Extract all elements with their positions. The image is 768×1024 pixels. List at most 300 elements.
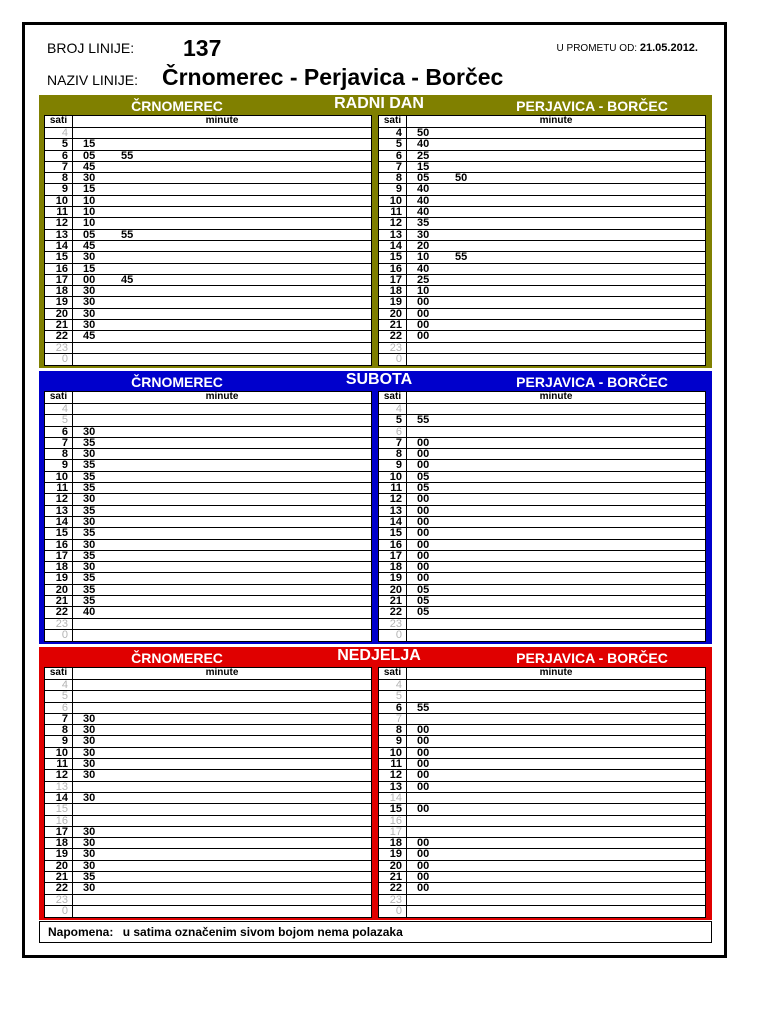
minute-cell: 30: [83, 712, 96, 725]
hour-cell: 13: [379, 506, 407, 516]
minute-cell: 40: [417, 183, 430, 196]
minute-cell: 40: [417, 138, 430, 151]
minute-cell: 30: [83, 758, 96, 771]
departures-table-right: [378, 667, 706, 918]
table-row: [379, 494, 705, 505]
minute-cell: 05: [417, 595, 430, 608]
table-row: [379, 782, 705, 793]
hour-cell: 0: [379, 630, 407, 641]
minute-cell: 10: [417, 251, 430, 264]
hour-cell: 10: [379, 196, 407, 206]
table-row: [45, 883, 371, 894]
minute-cell: 00: [417, 572, 430, 585]
hour-cell: 20: [45, 309, 73, 319]
hour-cell: 18: [45, 838, 73, 848]
minute-cell: 05: [417, 606, 430, 619]
hour-cell: 6: [45, 427, 73, 437]
footnote: [39, 921, 712, 943]
hour-cell: 22: [45, 331, 73, 341]
hour-cell: 23: [45, 619, 73, 629]
minute-cell: 00: [417, 758, 430, 771]
minutes-header: minute: [205, 667, 239, 678]
hour-cell: 15: [45, 804, 73, 814]
hour-cell: 6: [45, 151, 73, 161]
hour-cell: 12: [379, 494, 407, 504]
table-row: [45, 680, 371, 691]
minute-cell: 00: [417, 538, 430, 551]
hour-cell: 16: [379, 540, 407, 550]
hour-cell: 0: [45, 906, 73, 917]
minute-cell: 30: [83, 425, 96, 438]
hour-cell: 6: [379, 151, 407, 161]
table-row: [45, 404, 371, 415]
table-row: [45, 630, 371, 641]
table-header-row: [45, 116, 371, 128]
hour-cell: 11: [45, 759, 73, 769]
minute-cell: 55: [417, 701, 430, 714]
hours-header: sati: [379, 116, 407, 127]
table-row: [379, 816, 705, 827]
table-row: [379, 331, 705, 342]
hour-cell: 10: [45, 748, 73, 758]
section-header: [39, 371, 712, 392]
minute-cell: 05: [417, 470, 430, 483]
minute-cell: 35: [83, 436, 96, 449]
minute-cell: 00: [417, 504, 430, 517]
hour-cell: 13: [45, 782, 73, 792]
hour-cell: 22: [379, 883, 407, 893]
hour-cell: 5: [45, 691, 73, 701]
minute-cell: 10: [83, 194, 96, 207]
hour-cell: 0: [45, 630, 73, 641]
section-saturday: [39, 371, 712, 644]
table-row: [379, 906, 705, 917]
valid-from-date: 21.05.2012.: [639, 42, 698, 54]
hour-cell: 17: [45, 827, 73, 837]
line-name: Črnomerec - Perjavica - Borčec: [162, 64, 504, 90]
table-row: [379, 804, 705, 815]
hour-cell: 15: [45, 528, 73, 538]
minute-cell: 15: [83, 183, 96, 196]
hour-cell: 8: [379, 449, 407, 459]
hour-cell: 0: [379, 906, 407, 917]
minute-cell: 05: [83, 228, 96, 241]
hour-cell: 8: [379, 725, 407, 735]
hour-cell: 23: [379, 343, 407, 353]
minute-cell: 00: [417, 527, 430, 540]
minute-cell: 30: [83, 859, 96, 872]
table-row: [45, 494, 371, 505]
minute-cell: 35: [83, 482, 96, 495]
hour-cell: 16: [379, 816, 407, 826]
hour-cell: 7: [379, 714, 407, 724]
table-row: [379, 218, 705, 229]
minutes-header: minute: [205, 391, 239, 402]
hour-cell: 12: [45, 494, 73, 504]
hour-cell: 19: [379, 573, 407, 583]
hour-cell: 20: [45, 585, 73, 595]
hour-cell: 14: [379, 517, 407, 527]
departures-table-left: [44, 115, 372, 366]
minute-cell: 55: [121, 149, 134, 162]
hour-cell: 19: [45, 297, 73, 307]
hour-cell: 10: [379, 748, 407, 758]
minute-cell: 30: [83, 172, 96, 185]
hour-cell: 6: [45, 703, 73, 713]
direction-left-title: ČRNOMEREC: [131, 650, 223, 666]
hour-cell: 11: [379, 759, 407, 769]
hour-cell: 15: [45, 252, 73, 262]
minute-cell: 50: [417, 127, 430, 139]
hour-cell: 18: [379, 838, 407, 848]
hours-header: sati: [45, 116, 73, 127]
minute-cell: 35: [83, 595, 96, 608]
hour-cell: 17: [379, 551, 407, 561]
hour-cell: 11: [45, 207, 73, 217]
minute-cell: 40: [417, 262, 430, 275]
table-row: [379, 883, 705, 894]
minute-cell: 35: [417, 217, 430, 230]
hour-cell: 5: [379, 415, 407, 425]
departures-table-left: [44, 391, 372, 642]
line-number: 137: [183, 35, 222, 61]
minute-cell: 55: [121, 228, 134, 241]
table-row: [45, 619, 371, 630]
hour-cell: 9: [45, 184, 73, 194]
hour-cell: 17: [45, 551, 73, 561]
hour-cell: 5: [379, 139, 407, 149]
minute-cell: 35: [83, 871, 96, 884]
table-row: [379, 680, 705, 691]
table-row: [45, 895, 371, 906]
hour-cell: 13: [379, 782, 407, 792]
hour-cell: 0: [379, 354, 407, 365]
minute-cell: 35: [83, 549, 96, 562]
hour-cell: 4: [45, 680, 73, 690]
minute-cell: 30: [83, 825, 96, 838]
minute-cell: 15: [83, 262, 96, 275]
departures-table-left: [44, 667, 372, 918]
minute-cell: 00: [417, 561, 430, 574]
hour-cell: 14: [379, 793, 407, 803]
hours-header: sati: [45, 668, 73, 679]
hour-cell: 21: [379, 872, 407, 882]
minute-cell: 35: [83, 459, 96, 472]
minute-cell: 45: [83, 330, 96, 343]
minute-cell: 50: [455, 172, 468, 185]
minute-cell: 30: [83, 848, 96, 861]
minute-cell: 45: [83, 239, 96, 252]
minute-cell: 05: [83, 149, 96, 162]
minute-cell: 30: [83, 735, 96, 748]
hour-cell: 7: [45, 714, 73, 724]
hour-cell: 12: [45, 770, 73, 780]
hour-cell: 4: [45, 128, 73, 138]
minute-cell: 00: [417, 871, 430, 884]
hour-cell: 20: [45, 861, 73, 871]
hour-cell: 0: [45, 354, 73, 365]
table-row: [45, 691, 371, 702]
minute-cell: 00: [417, 330, 430, 343]
hour-cell: 22: [379, 607, 407, 617]
table-row: [45, 331, 371, 342]
hour-cell: 13: [45, 506, 73, 516]
table-row: [379, 528, 705, 539]
hours-header: sati: [45, 392, 73, 403]
minute-cell: 30: [83, 307, 96, 320]
minutes-header: minute: [539, 115, 573, 126]
table-header-row: [379, 668, 705, 680]
hour-cell: 12: [45, 218, 73, 228]
minute-cell: 35: [83, 527, 96, 540]
minute-cell: 00: [417, 837, 430, 850]
minute-cell: 00: [83, 273, 96, 286]
minute-cell: 45: [83, 160, 96, 173]
hour-cell: 19: [45, 849, 73, 859]
minute-cell: 15: [417, 160, 430, 173]
table-row: [379, 630, 705, 641]
table-row: [379, 691, 705, 702]
minute-cell: 30: [83, 791, 96, 804]
hour-cell: 7: [379, 162, 407, 172]
hour-cell: 23: [45, 343, 73, 353]
minute-cell: 25: [417, 273, 430, 286]
hour-cell: 21: [45, 872, 73, 882]
hour-cell: 11: [379, 483, 407, 493]
table-row: [379, 252, 705, 263]
hour-cell: 18: [45, 562, 73, 572]
direction-right-title: PERJAVICA - BORČEC: [516, 650, 668, 666]
hour-cell: 5: [45, 415, 73, 425]
table-row: [45, 528, 371, 539]
minute-cell: 00: [417, 436, 430, 449]
minute-cell: 00: [417, 319, 430, 332]
day-type-title: SUBOTA: [345, 371, 413, 388]
hour-cell: 13: [379, 230, 407, 240]
day-type-title: NEDJELJA: [337, 647, 421, 664]
minutes-header: minute: [205, 115, 239, 126]
hour-cell: 9: [379, 460, 407, 470]
table-header-row: [379, 392, 705, 404]
minute-cell: 30: [83, 837, 96, 850]
hour-cell: 13: [45, 230, 73, 240]
departures-table-right: [378, 391, 706, 642]
table-row: [45, 139, 371, 150]
hour-cell: 19: [379, 297, 407, 307]
day-type-title: RADNI DAN: [334, 95, 424, 112]
hour-cell: 5: [45, 139, 73, 149]
hour-cell: 11: [379, 207, 407, 217]
table-row: [45, 906, 371, 917]
table-row: [45, 218, 371, 229]
minute-cell: 30: [83, 724, 96, 737]
hour-cell: 16: [45, 540, 73, 550]
minute-cell: 00: [417, 848, 430, 861]
line-name-label: NAZIV LINIJE:: [47, 72, 139, 88]
timetable-sheet: [22, 22, 727, 958]
hour-cell: 18: [379, 286, 407, 296]
hour-cell: 4: [379, 680, 407, 690]
hour-cell: 22: [45, 607, 73, 617]
hour-cell: 5: [379, 691, 407, 701]
hour-cell: 21: [379, 320, 407, 330]
minute-cell: 30: [83, 296, 96, 309]
table-row: [45, 252, 371, 263]
minute-cell: 45: [121, 273, 134, 286]
hour-cell: 23: [379, 895, 407, 905]
section-header: [39, 647, 712, 668]
minute-cell: 30: [417, 228, 430, 241]
hour-cell: 23: [45, 895, 73, 905]
minute-cell: 00: [417, 780, 430, 793]
minute-cell: 30: [83, 285, 96, 298]
table-row: [45, 607, 371, 618]
hours-header: sati: [379, 668, 407, 679]
hour-cell: 6: [379, 427, 407, 437]
hour-cell: 15: [379, 528, 407, 538]
minute-cell: 05: [417, 482, 430, 495]
hour-cell: 17: [45, 275, 73, 285]
minute-cell: 30: [83, 493, 96, 506]
minute-cell: 20: [417, 239, 430, 252]
minute-cell: 55: [455, 251, 468, 264]
hour-cell: 9: [45, 460, 73, 470]
hour-cell: 18: [379, 562, 407, 572]
minute-cell: 00: [417, 882, 430, 895]
minutes-header: minute: [539, 391, 573, 402]
hour-cell: 4: [379, 404, 407, 414]
hour-cell: 14: [45, 517, 73, 527]
minute-cell: 30: [83, 448, 96, 461]
table-row: [45, 343, 371, 354]
hour-cell: 21: [379, 596, 407, 606]
hour-cell: 16: [379, 264, 407, 274]
hour-cell: 15: [379, 252, 407, 262]
minute-cell: 30: [83, 515, 96, 528]
departures-table-right: [378, 115, 706, 366]
minute-cell: 10: [83, 217, 96, 230]
minute-cell: 25: [417, 149, 430, 162]
hour-cell: 4: [379, 128, 407, 138]
hour-cell: 17: [379, 827, 407, 837]
hour-cell: 12: [379, 770, 407, 780]
hour-cell: 9: [379, 736, 407, 746]
minute-cell: 00: [417, 296, 430, 309]
hour-cell: 12: [379, 218, 407, 228]
hour-cell: 7: [379, 438, 407, 448]
table-row: [379, 770, 705, 781]
hour-cell: 19: [45, 573, 73, 583]
table-row: [379, 343, 705, 354]
hour-cell: 21: [45, 596, 73, 606]
minute-cell: 30: [83, 319, 96, 332]
hour-cell: 11: [45, 483, 73, 493]
footnote-label: Napomena:: [48, 925, 114, 939]
table-row: [45, 804, 371, 815]
minute-cell: 00: [417, 859, 430, 872]
hour-cell: 18: [45, 286, 73, 296]
minute-cell: 30: [83, 882, 96, 895]
minute-cell: 35: [83, 583, 96, 596]
minute-cell: 00: [417, 515, 430, 528]
hour-cell: 7: [45, 438, 73, 448]
table-row: [379, 895, 705, 906]
hour-cell: 14: [45, 793, 73, 803]
minutes-header: minute: [539, 667, 573, 678]
hour-cell: 20: [379, 585, 407, 595]
minute-cell: 35: [83, 572, 96, 585]
minute-cell: 00: [417, 724, 430, 737]
hour-cell: 15: [379, 804, 407, 814]
minute-cell: 35: [83, 504, 96, 517]
minute-cell: 10: [417, 285, 430, 298]
minute-cell: 00: [417, 493, 430, 506]
footnote-text: u satima označenim sivom bojom nema polazaka: [122, 925, 403, 939]
minute-cell: 40: [417, 206, 430, 219]
table-header-row: [45, 668, 371, 680]
hour-cell: 10: [379, 472, 407, 482]
hour-cell: 20: [379, 861, 407, 871]
minute-cell: 00: [417, 448, 430, 461]
hours-header: sati: [379, 392, 407, 403]
hour-cell: 7: [45, 162, 73, 172]
table-row: [45, 354, 371, 365]
hour-cell: 14: [379, 241, 407, 251]
table-row: [379, 607, 705, 618]
hour-cell: 22: [379, 331, 407, 341]
minute-cell: 30: [83, 561, 96, 574]
section-sunday: [39, 647, 712, 920]
hour-cell: 21: [45, 320, 73, 330]
table-row: [379, 619, 705, 630]
minute-cell: 40: [417, 194, 430, 207]
hour-cell: 6: [379, 703, 407, 713]
hour-cell: 20: [379, 309, 407, 319]
hour-cell: 9: [45, 736, 73, 746]
hour-cell: 4: [45, 404, 73, 414]
minute-cell: 00: [417, 803, 430, 816]
minute-cell: 35: [83, 470, 96, 483]
minute-cell: 55: [417, 414, 430, 427]
minute-cell: 00: [417, 735, 430, 748]
hour-cell: 10: [45, 472, 73, 482]
hour-cell: 8: [45, 725, 73, 735]
minute-cell: 00: [417, 769, 430, 782]
table-row: [45, 770, 371, 781]
valid-from-label: U PROMETU OD:: [556, 43, 638, 54]
table-row: [45, 415, 371, 426]
line-number-label: BROJ LINIJE:: [47, 40, 135, 56]
direction-right-title: PERJAVICA - BORČEC: [516, 374, 668, 390]
minute-cell: 10: [83, 206, 96, 219]
section-header: [39, 95, 712, 116]
table-row: [45, 793, 371, 804]
hour-cell: 16: [45, 264, 73, 274]
valid-from: [557, 42, 698, 54]
hour-cell: 8: [45, 449, 73, 459]
minute-cell: 30: [83, 251, 96, 264]
table-row: [379, 139, 705, 150]
minute-cell: 00: [417, 746, 430, 759]
minute-cell: 05: [417, 172, 430, 185]
minute-cell: 00: [417, 459, 430, 472]
hour-cell: 14: [45, 241, 73, 251]
direction-right-title: PERJAVICA - BORČEC: [516, 98, 668, 114]
direction-left-title: ČRNOMEREC: [131, 98, 223, 114]
hour-cell: 8: [45, 173, 73, 183]
hour-cell: 8: [379, 173, 407, 183]
table-row: [379, 415, 705, 426]
